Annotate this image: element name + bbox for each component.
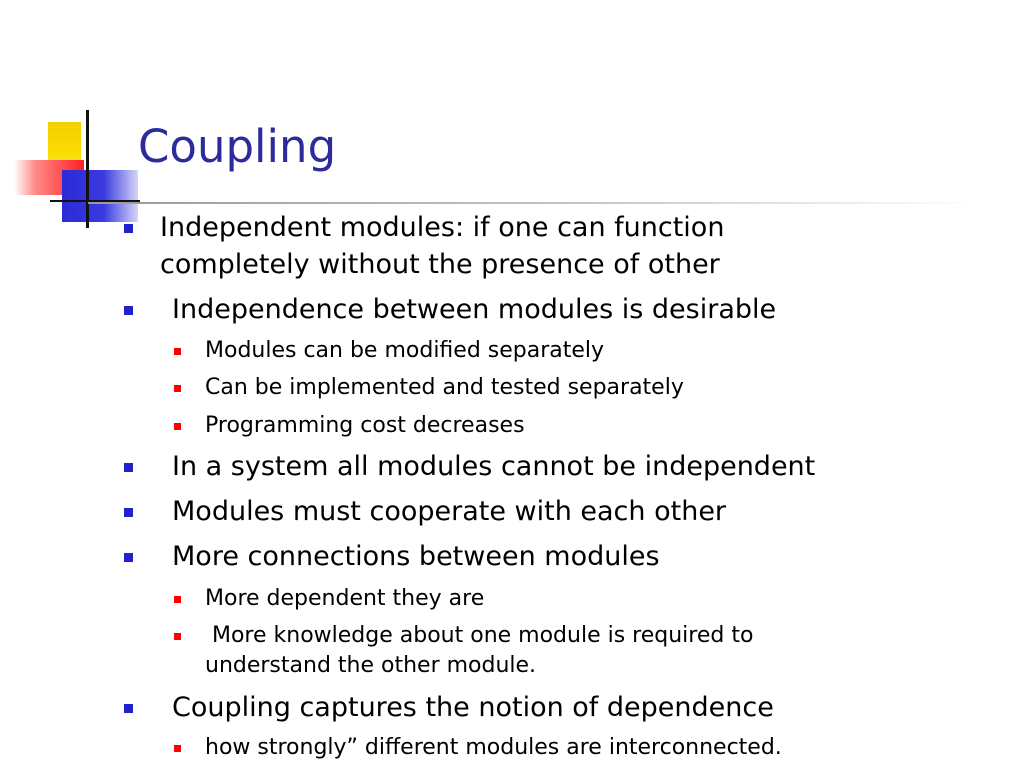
sub-bullet-how-strongly (205, 734, 925, 762)
bullet-text: Independence between modules is desirable (172, 294, 777, 325)
sub-bullet-text: More knowledge about one module is required to (205, 623, 754, 648)
blue-square-bullet-icon (124, 704, 133, 713)
bullet-independence-desirable (172, 292, 872, 328)
red-square-bullet-icon (174, 385, 181, 392)
sub-bullet-text: Can be implemented and tested separately (205, 375, 684, 400)
sub-bullet-programming-cost (205, 412, 925, 440)
bullet-text: Coupling captures the notion of dependence (172, 692, 774, 723)
bullet-text: In a system all modules cannot be independent (172, 451, 816, 482)
blue-square-bullet-icon (124, 224, 133, 233)
sub-bullet-more-knowledge (205, 622, 925, 650)
red-square-bullet-icon (174, 745, 181, 752)
red-square-bullet-icon (174, 348, 181, 355)
bullet-independent-modules (160, 210, 860, 246)
blue-square-bullet-icon (124, 508, 133, 517)
sub-bullet-text: More dependent they are (205, 586, 485, 611)
blue-square-bullet-icon (124, 553, 133, 562)
sub-bullet-modified-separately (205, 337, 925, 365)
bullet-text: Modules must cooperate with each other (172, 496, 727, 527)
red-square-bullet-icon (174, 596, 181, 603)
blue-square-bullet-icon (124, 306, 133, 315)
bullet-text: Independent modules: if one can function (160, 212, 725, 243)
sub-bullet-text: how strongly” different modules are interconnected. (205, 735, 782, 760)
bullet-text: More connections between modules (172, 541, 660, 572)
bullet-text: completely without the presence of other (160, 249, 720, 280)
sub-bullet-text: understand the other module. (205, 653, 537, 678)
bullet-coupling-captures (172, 690, 872, 726)
bullet-independent-modules-continuation (160, 247, 860, 283)
sub-bullet-implemented-tested (205, 374, 925, 402)
red-square-bullet-icon (174, 423, 181, 430)
blue-square-bullet-icon (124, 463, 133, 472)
sub-bullet-more-knowledge-continuation (205, 652, 925, 680)
sub-bullet-text: Modules can be modified separately (205, 338, 605, 363)
bullet-more-connections (172, 539, 872, 575)
sub-bullet-more-dependent (205, 585, 925, 613)
bullet-must-cooperate (172, 494, 872, 530)
red-square-bullet-icon (174, 633, 181, 640)
sub-bullet-text: Programming cost decreases (205, 413, 525, 438)
slide-title: Coupling (138, 120, 337, 173)
bullet-not-all-independent (172, 449, 872, 485)
